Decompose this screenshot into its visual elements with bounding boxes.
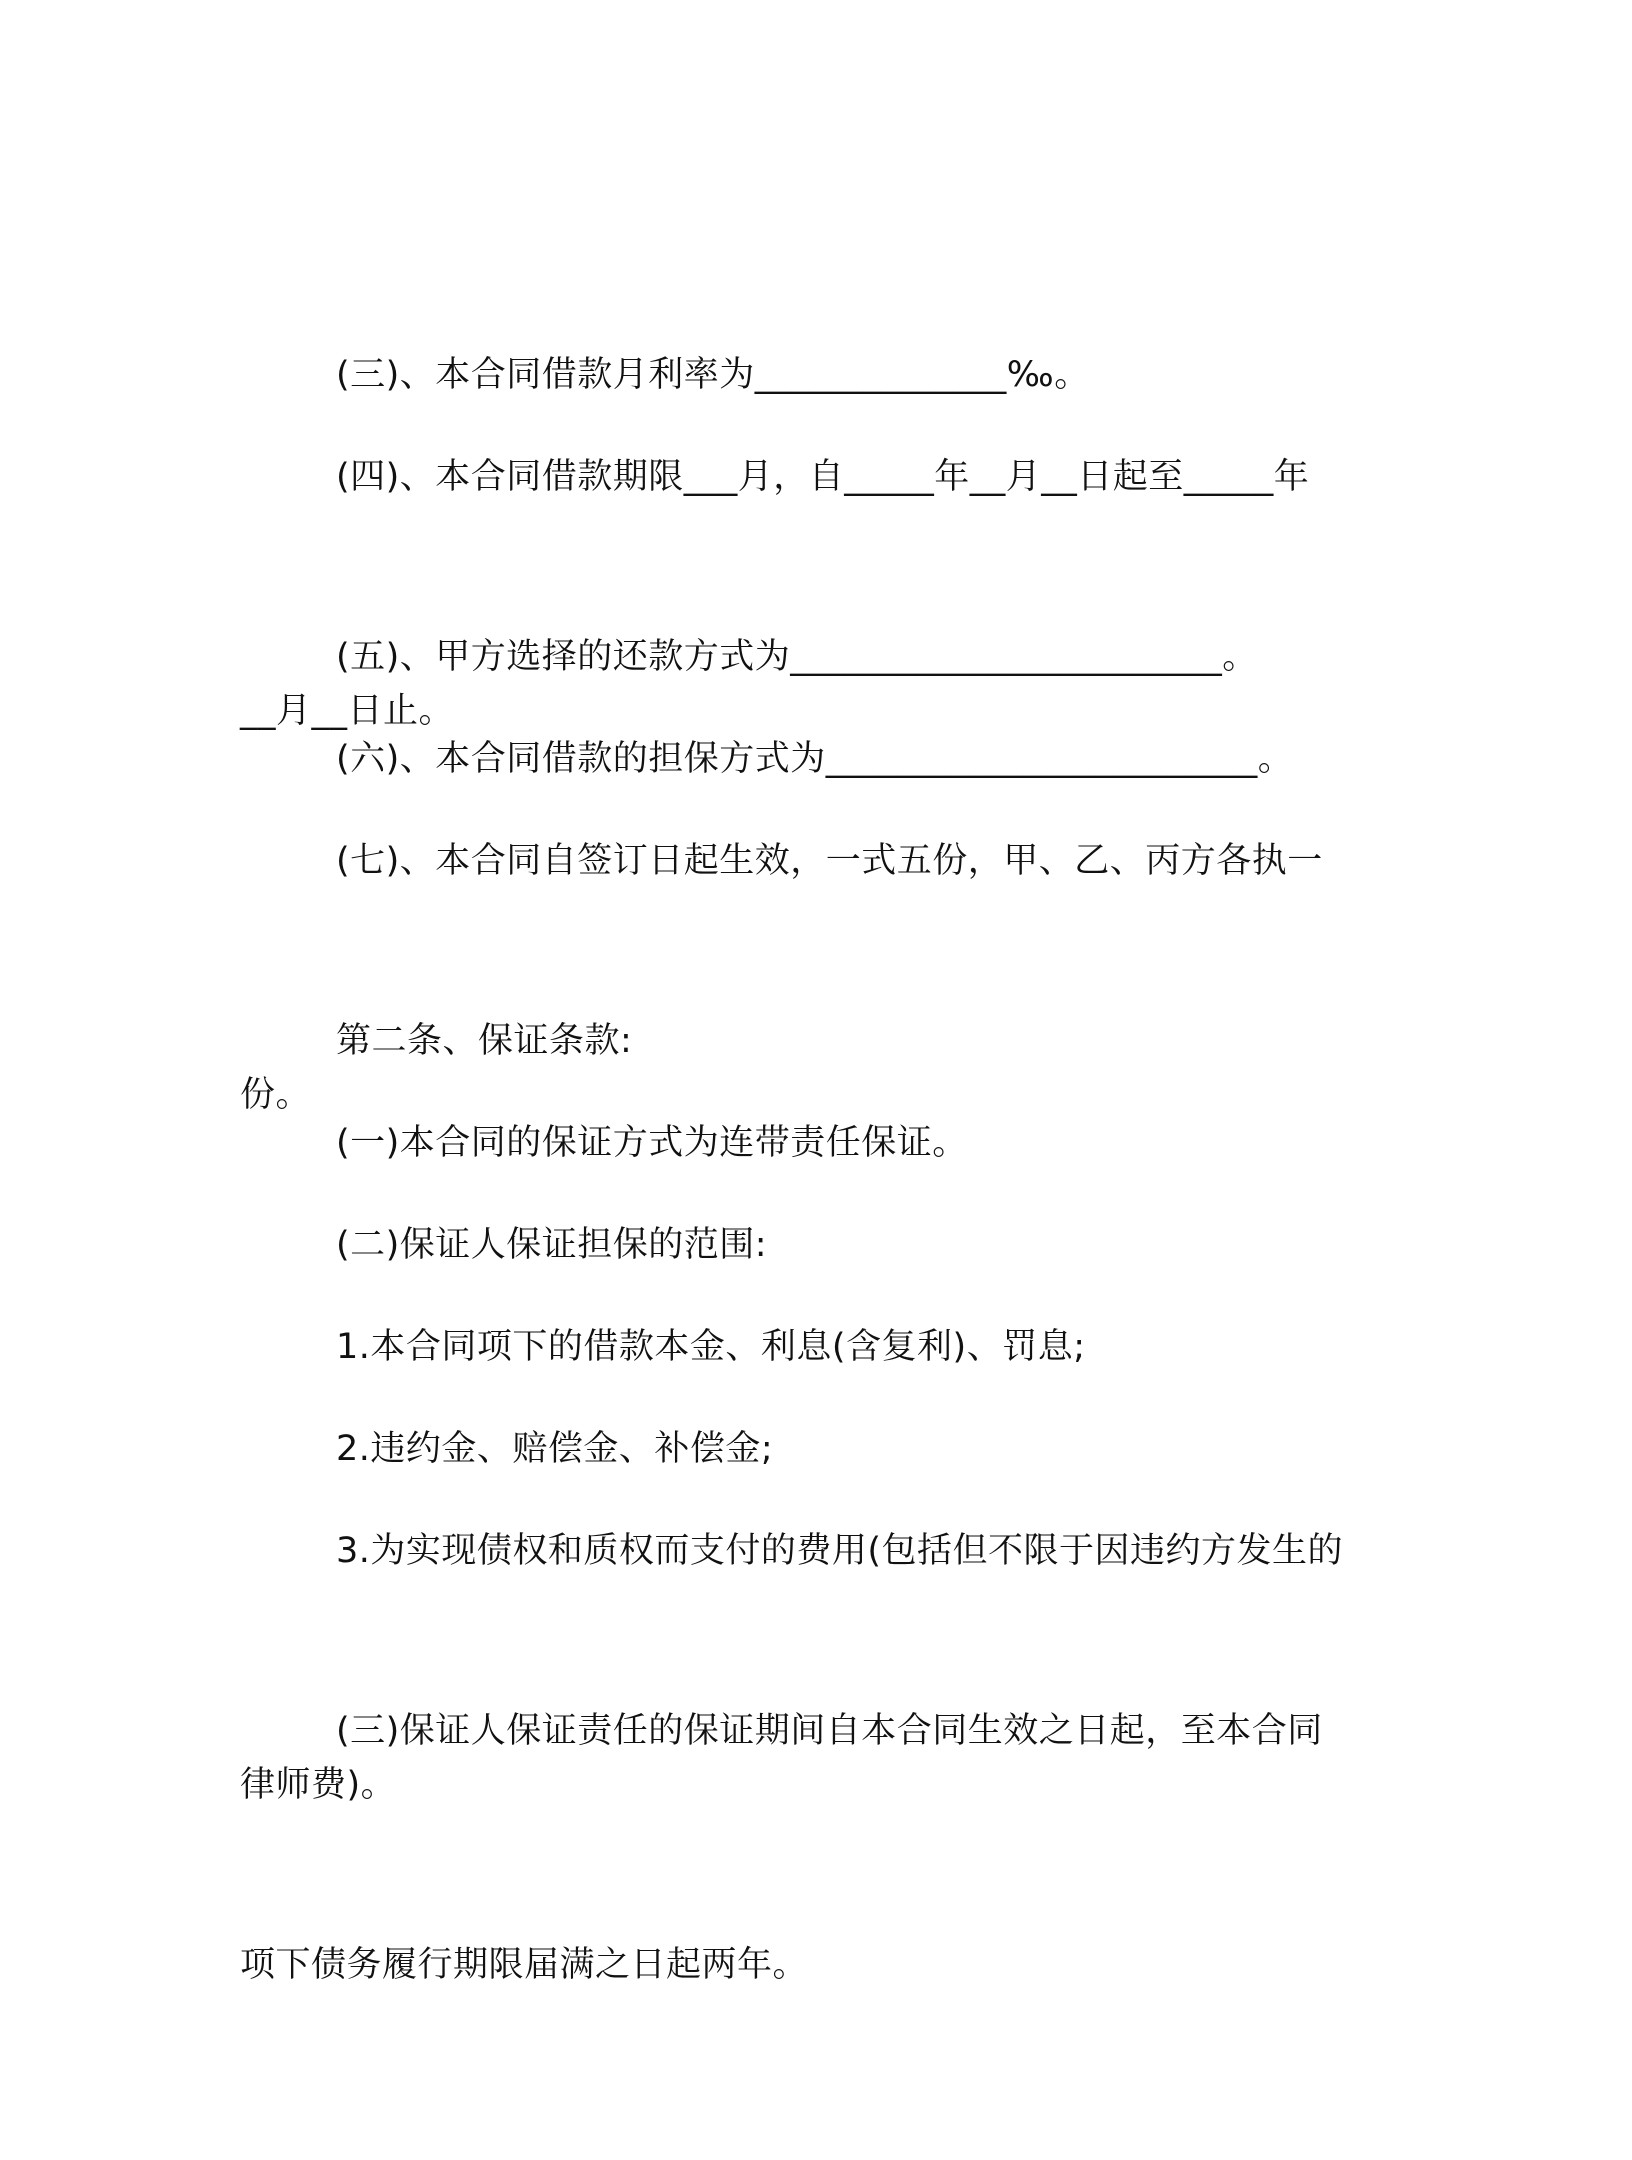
clause-line: (一)本合同的保证方式为连带责任保证。 bbox=[336, 1123, 968, 1163]
clause-line: __月__日止。 bbox=[240, 691, 455, 731]
clause-line: (七)、本合同自签订日起生效，一式五份，甲、乙、丙方各执一 bbox=[336, 841, 1323, 881]
clause-line: (五)、甲方选择的还款方式为________________________。 bbox=[336, 637, 1258, 677]
clause-guarantee-period bbox=[240, 1536, 1390, 2160]
clause-line: (三)、本合同借款月利率为______________‰。 bbox=[336, 355, 1090, 395]
clause-line: (三)保证人保证责任的保证期间自本合同生效之日起，至本合同 bbox=[336, 1711, 1323, 1751]
clause-line: 1.本合同项下的借款本金、利息(含复利)、罚息; bbox=[336, 1327, 1086, 1367]
clause-line: (二)保证人保证担保的范围: bbox=[336, 1225, 768, 1265]
clause-line: (六)、本合同借款的担保方式为________________________。 bbox=[336, 739, 1294, 779]
clause-line: 份。 bbox=[240, 1075, 312, 1115]
clause-line: (四)、本合同借款期限___月，自_____年__月__日起至_____年 bbox=[336, 457, 1310, 497]
clause-line: 3.为实现债权和质权而支付的费用(包括但不限于因违约方发生的 bbox=[336, 1531, 1344, 1571]
clause-line: 2.违约金、赔偿金、补偿金; bbox=[336, 1429, 774, 1469]
clause-line: 律师费)。 bbox=[240, 1765, 397, 1805]
clause-line: 项下债务履行期限届满之日起两年。 bbox=[240, 1945, 809, 1985]
clause-line: 第二条、保证条款: bbox=[336, 1021, 633, 1061]
